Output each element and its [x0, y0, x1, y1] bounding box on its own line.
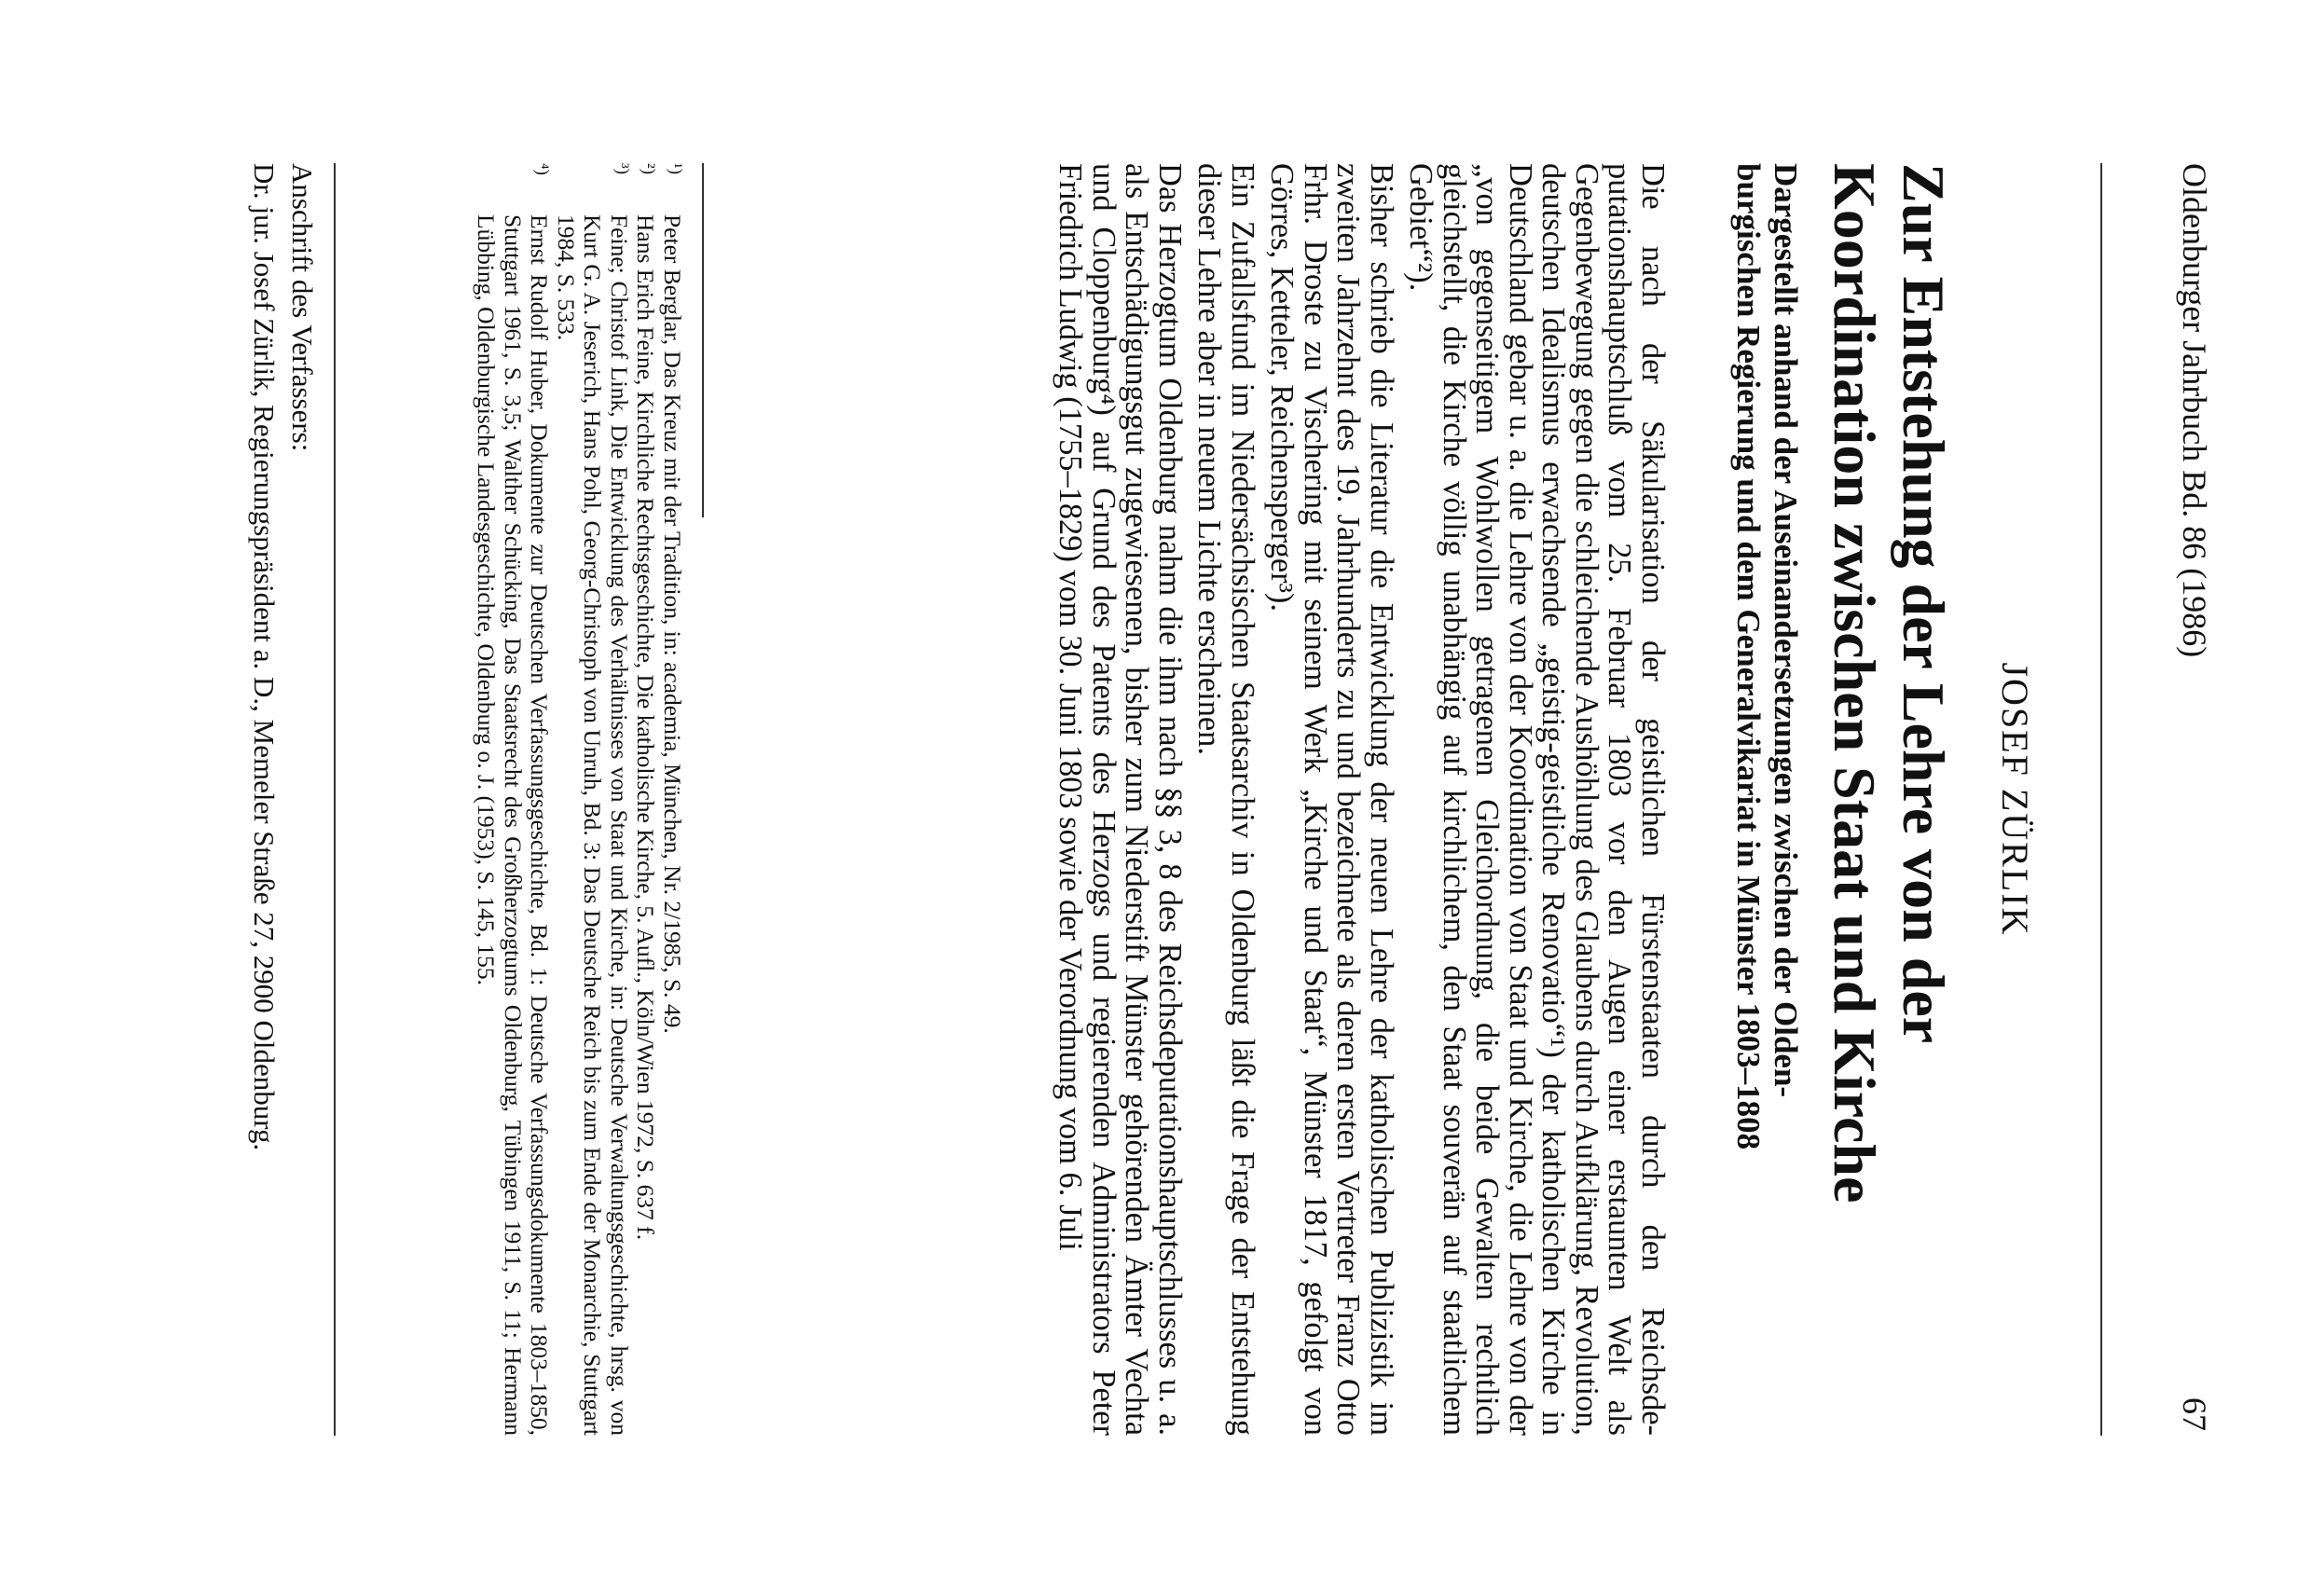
footnotes: [473, 163, 685, 1436]
footnote-mark: ³): [612, 163, 632, 175]
subtitle-line-1: Dargestellt anhand der Auseinandersetzungen zwischen der Olden-: [1768, 163, 1804, 1098]
journal-name: Oldenburger Jahrbuch Bd. 86 (1986): [2176, 163, 2213, 658]
footnote: [473, 163, 553, 1436]
footnote: [553, 163, 633, 1436]
footnote: [632, 163, 659, 1436]
page-number: 67: [2176, 1397, 2213, 1431]
article-body: [1047, 163, 1669, 1436]
article-author: JOSEF ZÜRLIK: [1994, 662, 2036, 937]
address-label: Anschrift des Verfassers:: [286, 163, 319, 452]
body-paragraph-3: Ein Zufallsfund im Niedersächsischen Staatsarchiv in Oldenburg läßt die Frage der Entstehung dieser Lehre aber in neuem Lichte erscheinen.: [1191, 163, 1260, 1436]
footnote-mark: ⁴): [532, 163, 553, 175]
address-line: Dr. jur. Josef Zürlik, Regierungspräsident a. D., Memeler Straße 27, 2900 Oldenburg.: [248, 163, 281, 1151]
address-rule: [334, 163, 336, 1436]
author-address: [245, 163, 322, 1436]
body-paragraph-1: Die nach der Säkularisation der geistlichen Fürstenstaaten durch den Reichsdeputationshauptschluß vom 25. Februar 1803 vor den Augen einer erstaunten Welt als Gegenbewegung gegen die schleichende Aushöhlung des Glaubens durch Aufklärung, Revolution, deutschen Idealismus erwachsende „geistig-geistliche Renovatio“¹) der katholischen Kirche in Deutschland gebar u. a. die Lehre von der Koordination von Staat und Kirche, die Lehre von der „von gegenseitigem Wohlwollen getragenen Gleichordnung, die beide Gewalten rechtlich gleichstellt, die Kirche völlig unabhängig auf kirchlichem, den Staat souverän auf staatlichem Gebiet“²).: [1403, 163, 1671, 1436]
running-header: [2149, 163, 2214, 1431]
body-paragraph-4: Das Herzogtum Oldenburg nahm die ihm nach §§ 3, 8 des Reichsdeputationshauptschlusses u. a. als Entschädigungsgut zugewiesenen, bisher zum Niederstift Münster gehörenden Ämter Vechta und Cloppenburg⁴) auf Grund des Patents des Herzogs und regierenden Administrators Peter Friedrich Ludwig (1755–1829) vom 30. Juni 1803 sowie der Verordnung vom 6. Juli: [1053, 163, 1188, 1436]
footnote-text: Hans Erich Feine, Kirchliche Rechtsgeschichte, Die katholische Kirche, 5. Aufl., Köln/Wien 1972, S. 637 f.: [632, 214, 660, 1241]
title-line-1: Zur Entstehung der Lehre von der: [1891, 163, 1957, 1044]
article-subtitle: [1729, 163, 1804, 1436]
title-line-2: Koordination zwischen Staat und Kirche: [1822, 163, 1888, 1204]
footnote-mark: ¹): [666, 163, 685, 175]
article-title: [1820, 163, 1958, 1436]
footnote-mark: ²): [639, 163, 659, 175]
footnote-text: Peter Berglar, Das Kreuz mit der Tradition, in: academia, München, Nr. 2/1985, S. 49.: [659, 214, 686, 1034]
body-paragraph-2: Bisher schrieb die Literatur die Entwicklung der neuen Lehre der katholischen Publizistik im zweiten Jahrzehnt des 19. Jahrhunderts zu und bezeichnete als deren ersten Vertreter Franz Otto Frhr. Droste zu Vischering mit seinem Werk „Kirche und Staat“, Münster 1817, gefolgt von Görres, Ketteler, Reichensperger³).: [1264, 163, 1399, 1436]
footnote-text: Feine; Christof Link, Die Entwicklung des Verhältnisses von Staat und Kirche, in: Deutsche Verwaltungsgeschichte, hrsg. von Kurt G. A. Jeserich, Hans Pohl, Georg-Christoph von Unruh, Bd. 3: Das Deutsche Reich bis zum Ende der Monarchie, Stuttgart 1984, S. 533.: [553, 214, 633, 1436]
header-rule: [2100, 163, 2102, 1436]
subtitle-line-2: burgischen Regierung und dem Generalvikariat in Münster 1803–1808: [1730, 163, 1767, 1150]
footnote: [659, 163, 686, 1436]
footnote-text: Ernst Rudolf Huber, Dokumente zur Deutschen Verfassungsgeschichte, Bd. 1: Deutsche Verfassungsdokumente 1803–1850, Stuttgart 1961, S. 3,5; Walther Schücking, Das Staatsrecht des Großherzogtums Oldenburg, Tübingen 1911, S. 11; Hermann Lübbing, Oldenburgische Landesgeschichte, Oldenburg o. J. (1953), S. 145, 155.: [473, 214, 554, 1436]
footnote-rule: [702, 163, 704, 517]
